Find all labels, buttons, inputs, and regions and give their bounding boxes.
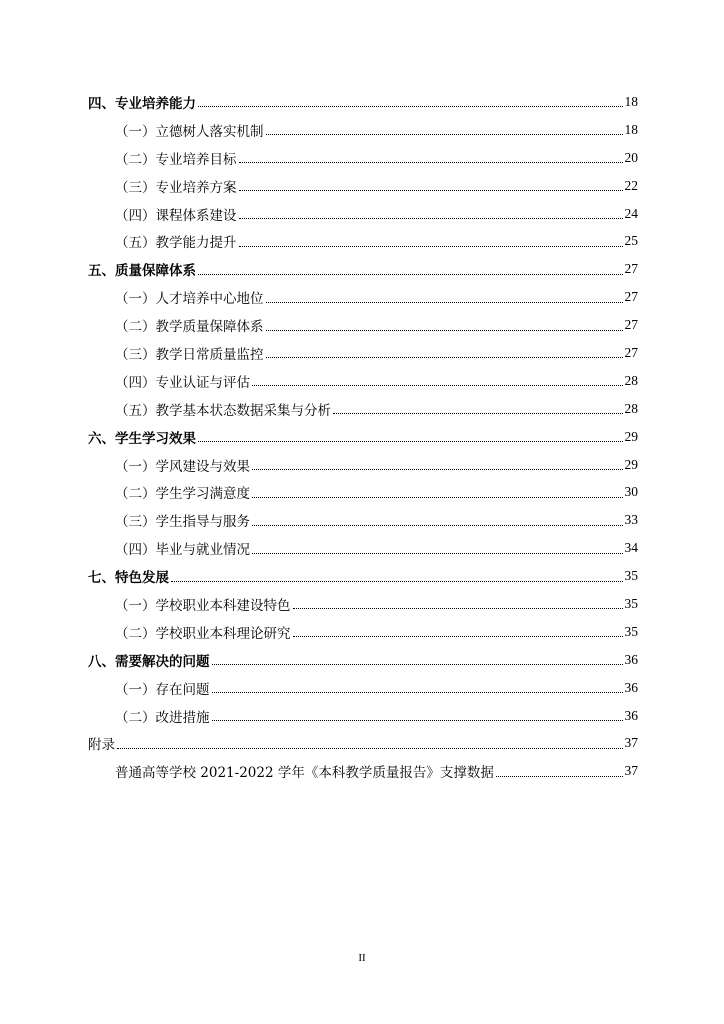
toc-entry-page-number: 34 (624, 540, 638, 556)
toc-dot-leader (293, 636, 623, 637)
toc-entry-title: （一）学校职业本科建设特色 (115, 597, 291, 614)
toc-entry-title: （四）专业认证与评估 (115, 374, 250, 391)
toc-dot-leader (252, 385, 623, 386)
toc-dot-leader (117, 748, 623, 749)
toc-list (88, 88, 638, 785)
toc-dot-leader (239, 218, 623, 219)
toc-entry-title: （二）教学质量保障体系 (115, 319, 264, 336)
toc-entry-title: （三）学生指导与服务 (115, 514, 250, 531)
toc-entry-title: 附录 (88, 737, 115, 754)
toc-dot-leader (212, 692, 623, 693)
toc-section-entry[interactable] (88, 227, 638, 255)
toc-entry-page-number: 27 (624, 344, 638, 360)
toc-dot-leader (171, 581, 623, 582)
toc-section-entry[interactable] (88, 702, 638, 730)
toc-section-entry[interactable] (88, 172, 638, 200)
toc-entry-page-number: 20 (624, 149, 638, 165)
toc-dot-leader (252, 469, 623, 470)
toc-entry-title: 普通高等学校 2021-2022 学年《本科教学质量报告》支撑数据 (115, 765, 494, 782)
toc-entry-page-number: 33 (624, 512, 638, 528)
toc-section-entry[interactable] (88, 674, 638, 702)
toc-entry-page-number: 36 (624, 651, 638, 667)
toc-dot-leader (252, 553, 623, 554)
toc-entry-title: （二）专业培养目标 (115, 151, 237, 168)
toc-entry-title: 七、特色发展 (88, 570, 169, 587)
toc-chapter-entry[interactable] (88, 423, 638, 451)
toc-dot-leader (333, 413, 623, 414)
toc-entry-page-number: 27 (624, 317, 638, 333)
toc-dot-leader (252, 525, 623, 526)
toc-entry-page-number: 29 (624, 456, 638, 472)
toc-appendix-entry[interactable] (88, 729, 638, 757)
page-number: II (358, 952, 366, 964)
toc-entry-title: （三）教学日常质量监控 (115, 346, 264, 363)
toc-entry-page-number: 29 (624, 428, 638, 444)
toc-dot-leader (198, 274, 623, 275)
toc-entry-title: （四）毕业与就业情况 (115, 542, 250, 559)
toc-entry-page-number: 22 (624, 177, 638, 193)
toc-section-entry[interactable] (88, 590, 638, 618)
toc-dot-leader (266, 357, 623, 358)
toc-dot-leader (239, 246, 623, 247)
toc-dot-leader (212, 720, 623, 721)
toc-chapter-entry[interactable] (88, 562, 638, 590)
toc-dot-leader (239, 162, 623, 163)
toc-dot-leader (266, 134, 623, 135)
table-of-contents (88, 88, 638, 785)
toc-entry-page-number: 37 (624, 735, 638, 751)
toc-dot-leader (266, 330, 623, 331)
toc-chapter-entry[interactable] (88, 646, 638, 674)
toc-dot-leader (198, 441, 623, 442)
toc-entry-page-number: 27 (624, 261, 638, 277)
toc-section-entry[interactable] (88, 116, 638, 144)
toc-section-entry[interactable] (88, 395, 638, 423)
toc-section-entry[interactable] (88, 534, 638, 562)
toc-section-entry[interactable] (88, 618, 638, 646)
toc-chapter-entry[interactable] (88, 255, 638, 283)
toc-entry-page-number: 30 (624, 484, 638, 500)
toc-entry-page-number: 18 (624, 93, 638, 109)
toc-entry-title: 五、质量保障体系 (88, 263, 196, 280)
toc-entry-page-number: 36 (624, 707, 638, 723)
toc-entry-page-number: 25 (624, 233, 638, 249)
toc-entry-page-number: 35 (624, 568, 638, 584)
toc-entry-title: 六、学生学习效果 (88, 430, 196, 447)
toc-dot-leader (293, 608, 623, 609)
toc-section-entry[interactable] (88, 451, 638, 479)
toc-section-entry[interactable] (88, 506, 638, 534)
toc-entry-title: （二）学校职业本科理论研究 (115, 625, 291, 642)
toc-entry-title: （三）专业培养方案 (115, 179, 237, 196)
toc-dot-leader (496, 776, 623, 777)
toc-entry-title: 八、需要解决的问题 (88, 653, 210, 670)
toc-section-entry[interactable] (88, 339, 638, 367)
toc-entry-title: （一）立德树人落实机制 (115, 123, 264, 140)
toc-section-entry[interactable] (88, 144, 638, 172)
toc-entry-title: （五）教学基本状态数据采集与分析 (115, 402, 331, 419)
toc-entry-page-number: 37 (624, 763, 638, 779)
toc-section-entry[interactable] (88, 757, 638, 785)
toc-dot-leader (239, 190, 623, 191)
toc-entry-page-number: 28 (624, 372, 638, 388)
toc-dot-leader (198, 106, 623, 107)
toc-section-entry[interactable] (88, 283, 638, 311)
toc-entry-title: （一）学风建设与效果 (115, 458, 250, 475)
toc-section-entry[interactable] (88, 311, 638, 339)
toc-section-entry[interactable] (88, 478, 638, 506)
toc-chapter-entry[interactable] (88, 88, 638, 116)
toc-dot-leader (212, 664, 623, 665)
toc-section-entry[interactable] (88, 367, 638, 395)
toc-entry-page-number: 28 (624, 400, 638, 416)
toc-entry-title: （五）教学能力提升 (115, 235, 237, 252)
toc-entry-title: （二）学生学习满意度 (115, 486, 250, 503)
toc-entry-page-number: 35 (624, 595, 638, 611)
toc-entry-title: （四）课程体系建设 (115, 207, 237, 224)
toc-dot-leader (252, 497, 623, 498)
toc-entry-page-number: 24 (624, 205, 638, 221)
toc-entry-title: （二）改进措施 (115, 709, 210, 726)
toc-entry-page-number: 36 (624, 679, 638, 695)
toc-entry-title: 四、专业培养能力 (88, 95, 196, 112)
toc-entry-page-number: 18 (624, 121, 638, 137)
toc-section-entry[interactable] (88, 200, 638, 228)
toc-entry-title: （一）人才培养中心地位 (115, 291, 264, 308)
toc-entry-title: （一）存在问题 (115, 681, 210, 698)
toc-entry-page-number: 35 (624, 623, 638, 639)
toc-dot-leader (266, 302, 623, 303)
toc-entry-page-number: 27 (624, 289, 638, 305)
